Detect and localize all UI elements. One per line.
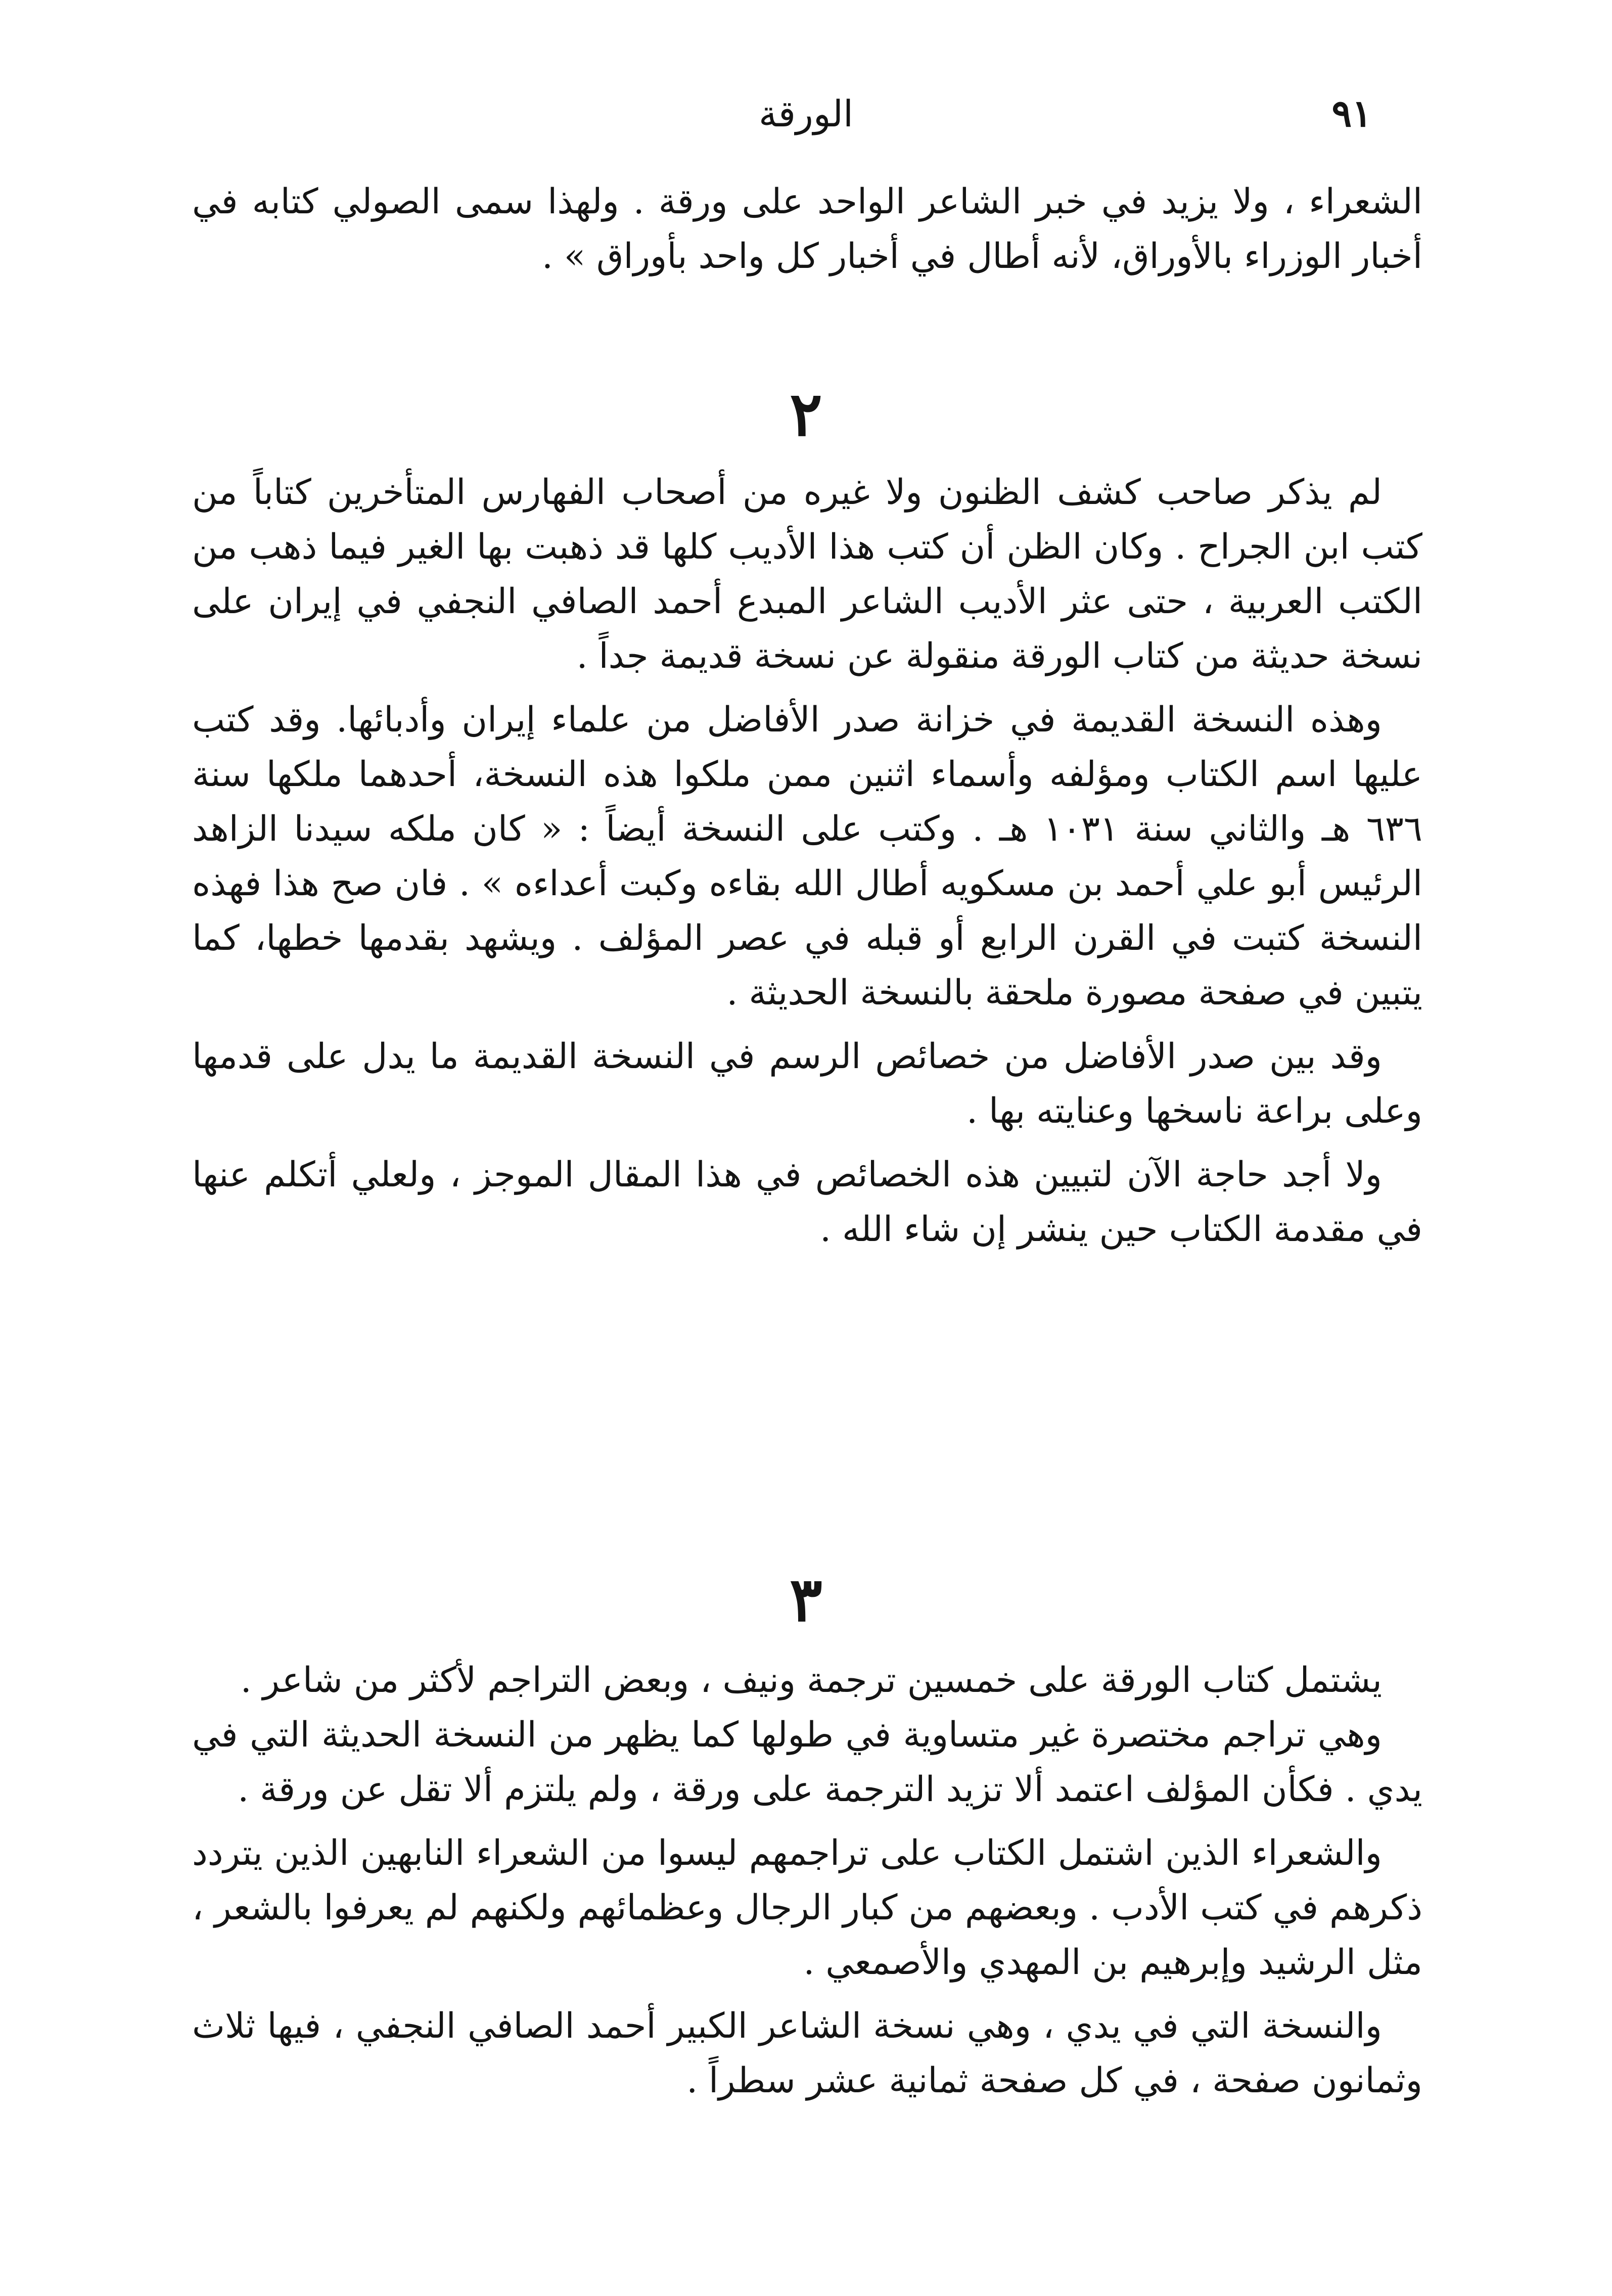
paragraph: الشعراء ، ولا يزيد في خبر الشاعر الواحد على ورقة . ولهذا سمى الصولي كتابه في أخبار الوزراء بالأوراق، لأنه أطال في أخبار كل واحد بأوراق » .	[192, 181, 1422, 277]
section-number: ٣	[790, 1564, 822, 1635]
section-2-body	[192, 465, 1422, 1257]
section-number: ٢	[790, 379, 822, 450]
paragraph: ولا أجد حاجة الآن لتبيين هذه الخصائص في هذا المقال الموجز ، ولعلي أتكلم عنها في مقدمة الكتاب حين ينشر إن شاء الله .	[192, 1155, 1422, 1250]
paragraph: يشتمل كتاب الورقة على خمسين ترجمة ونيف ، وبعض التراجم لأكثر من شاعر .	[240, 1660, 1382, 1701]
section-3-body	[192, 1653, 1422, 2108]
paragraph: وقد بين صدر الأفاضل من خصائص الرسم في النسخة القديمة ما يدل على قدمها وعلى براعة ناسخها وعنايته بها .	[192, 1036, 1422, 1131]
paragraph: لم يذكر صاحب كشف الظنون ولا غيره من أصحاب الفهارس المتأخرين كتاباً من كتب ابن الجراح . وكان الظن أن كتب هذا الأديب كلها قد ذهبت بها الغير فيما ذهب من الكتب العربية ، حتى عثر الأديب الشاعر المبدع أحمد الصافي النجفي في إيران على نسخة حديثة من كتاب الورقة منقولة عن نسخة قديمة جداً .	[192, 472, 1422, 676]
page-number: ٩١	[1331, 92, 1372, 135]
intro-continuation	[192, 174, 1422, 284]
running-header	[192, 86, 1420, 142]
running-title: الورقة	[759, 93, 853, 135]
paragraph: والشعراء الذين اشتمل الكتاب على تراجمهم ليسوا من الشعراء النابهين الذين يتردد ذكرهم في كتب الأدب . وبعضهم من كبار الرجال وعظمائهم ولكنهم لم يعرفوا بالشعر ، مثل الرشيد وإبرهيم بن المهدي والأصمعي .	[192, 1833, 1422, 1983]
paragraph: وهذه النسخة القديمة في خزانة صدر الأفاضل من علماء إيران وأدبائها. وقد كتب عليها اسم الكتاب ومؤلفه وأسماء اثنين ممن ملكوا هذه النسخة، أحدهما ملكها سنة ٦٣٦ هـ والثاني سنة ١٠٣١ هـ . وكتب على النسخة أيضاً : « كان ملكه سيدنا الزاهد الرئيس أبو علي أحمد بن مسكويه أطال الله بقاءه وكبت أعداءه » . فان صح هذا فهذه النسخة كتبت في القرن الرابع أو قبله في عصر المؤلف . ويشهد بقدمها خطها، كما يتبين في صفحة مصورة ملحقة بالنسخة الحديثة .	[192, 700, 1422, 1013]
paragraph: وهي تراجم مختصرة غير متساوية في طولها كما يظهر من النسخة الحديثة التي في يدي . فكأن المؤلف اعتمد ألا تزيد الترجمة على ورقة ، ولم يلتزم ألا تقل عن ورقة .	[192, 1715, 1422, 1810]
paragraph: والنسخة التي في يدي ، وهي نسخة الشاعر الكبير أحمد الصافي النجفي ، فيها ثلاث وثمانون صفحة ، في كل صفحة ثمانية عشر سطراً .	[192, 2006, 1422, 2101]
